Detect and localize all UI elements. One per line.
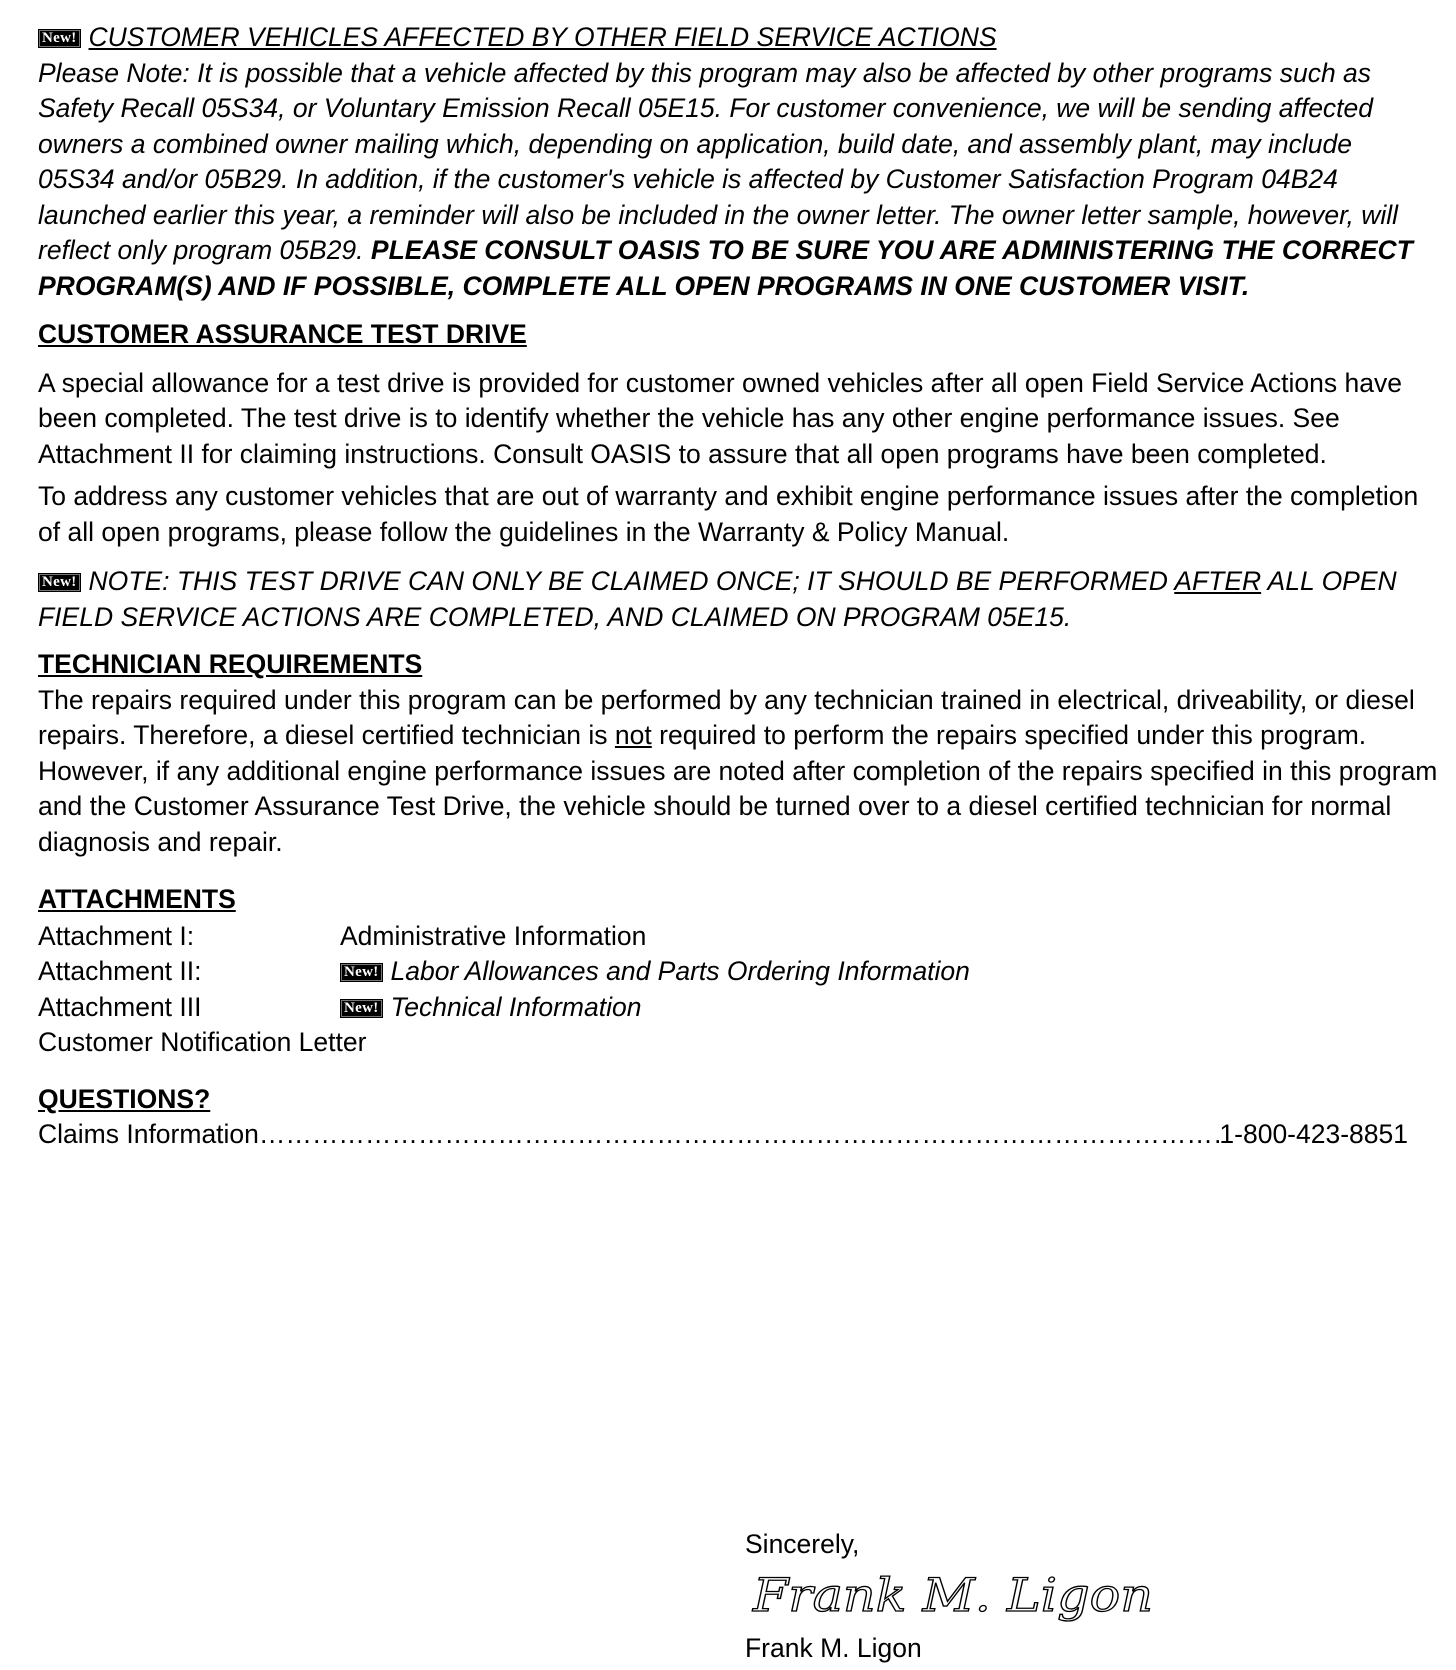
test-drive-para-2: To address any customer vehicles that are out of warranty and exhibit engine performance issues after the completion of all open programs, please follow the guidelines in the Warranty & Policy Manual. xyxy=(38,481,1419,547)
document-page xyxy=(38,18,1438,1153)
questions-heading: QUESTIONS? xyxy=(38,1083,211,1114)
attachment-value-text: Technical Information xyxy=(390,991,642,1022)
leader-dots xyxy=(259,1117,1220,1153)
signer-name: Frank M. Ligon xyxy=(745,1633,922,1663)
technician-text-end: required to perform the repairs specified under this program. However, if any additional engine performance issues are noted after completion of the repairs specified in this program and the Customer Assurance Test Drive, the vehicle should be turned over to a diesel certified technician for normal diagnosis and repair. xyxy=(38,720,1438,857)
claims-line xyxy=(38,1117,1408,1153)
attachment-value xyxy=(340,990,641,1026)
field-service-note-italic: Please Note: It is possible that a vehicle affected by this program may also be affected by other programs such as Safety Recall 05S34, or Voluntary Emission Recall 05E15. For customer convenience, we will be sending affected owners a combined owner mailing which, depending on application, build date, and assembly plant, may include 05S34 and/or 05B29. In addition, if the customer's vehicle is affected by Customer Satisfaction Program 04B24 launched earlier this year, a reminder will also be included in the owner letter. The owner letter sample, however, will reflect only program 05B29. xyxy=(38,57,1399,265)
field-service-note xyxy=(38,56,1418,305)
technician-text-start: The repairs required under this program can be performed by any technician trained in electrical, driveability, or diesel repairs. Therefore, a diesel certified technician is xyxy=(38,684,1415,750)
test-drive-heading: CUSTOMER ASSURANCE TEST DRIVE xyxy=(38,319,527,349)
attachment-row-3 xyxy=(38,990,1438,1026)
attachments-list xyxy=(38,919,1438,1061)
test-drive-note-start: NOTE: THIS TEST DRIVE CAN ONLY BE CLAIMED ONCE; IT SHOULD BE PERFORMED xyxy=(88,566,1168,596)
attachment-value-text: Labor Allowances and Parts Ordering Information xyxy=(390,956,970,986)
test-drive-note-end: ALL OPEN FIELD SERVICE ACTIONS ARE COMPLETED, AND CLAIMED ON PROGRAM 05E15. xyxy=(38,566,1397,632)
attachment-row-1 xyxy=(38,919,1438,955)
new-badge-icon: New! xyxy=(38,29,81,48)
field-service-note-bold: PLEASE CONSULT OASIS TO BE SURE YOU ARE ADMINISTERING THE CORRECT PROGRAM(S) AND IF POSSIBLE, COMPLETE ALL OPEN PROGRAMS IN ONE CUSTOMER VISIT. xyxy=(38,235,1413,301)
claims-phone: 1-800-423-8851 xyxy=(1219,1119,1408,1149)
signature-script: Frank M. Ligon xyxy=(751,1568,1153,1622)
claims-label: Claims Information xyxy=(38,1119,259,1149)
field-service-heading-text: CUSTOMER VEHICLES AFFECTED BY OTHER FIELD SERVICE ACTIONS xyxy=(88,22,997,52)
attachment-value xyxy=(340,954,970,990)
attachment-label: Attachment III xyxy=(38,991,202,1022)
attachment-label: Attachment I: xyxy=(38,920,195,951)
field-service-heading xyxy=(38,20,1438,56)
attachment-row-2 xyxy=(38,954,1438,990)
new-badge-icon: New! xyxy=(38,573,81,592)
closing-salutation: Sincerely, xyxy=(745,1529,860,1559)
test-drive-note xyxy=(38,564,1428,635)
new-badge-icon: New! xyxy=(340,963,383,982)
signature-icon xyxy=(745,1565,1165,1627)
technician-text xyxy=(38,683,1438,861)
attachment-value: Administrative Information xyxy=(340,920,647,951)
test-drive-para-1: A special allowance for a test drive is provided for customer owned vehicles after all open Field Service Actions have been completed. The test drive is to identify whether the vehicle has any other engine performance issues. See Attachment II for claiming instructions. Consult OASIS to assure that all open programs have been completed. xyxy=(38,367,1402,469)
attachments-heading: ATTACHMENTS xyxy=(38,884,236,914)
signature xyxy=(745,1565,1165,1627)
attachment-label: Attachment II: xyxy=(38,956,202,986)
attachment-letter: Customer Notification Letter xyxy=(38,1027,367,1057)
technician-heading: TECHNICIAN REQUIREMENTS xyxy=(38,649,423,679)
test-drive-note-after: AFTER xyxy=(1174,566,1262,596)
technician-text-not: not xyxy=(614,720,652,750)
new-badge-icon: New! xyxy=(340,999,383,1018)
